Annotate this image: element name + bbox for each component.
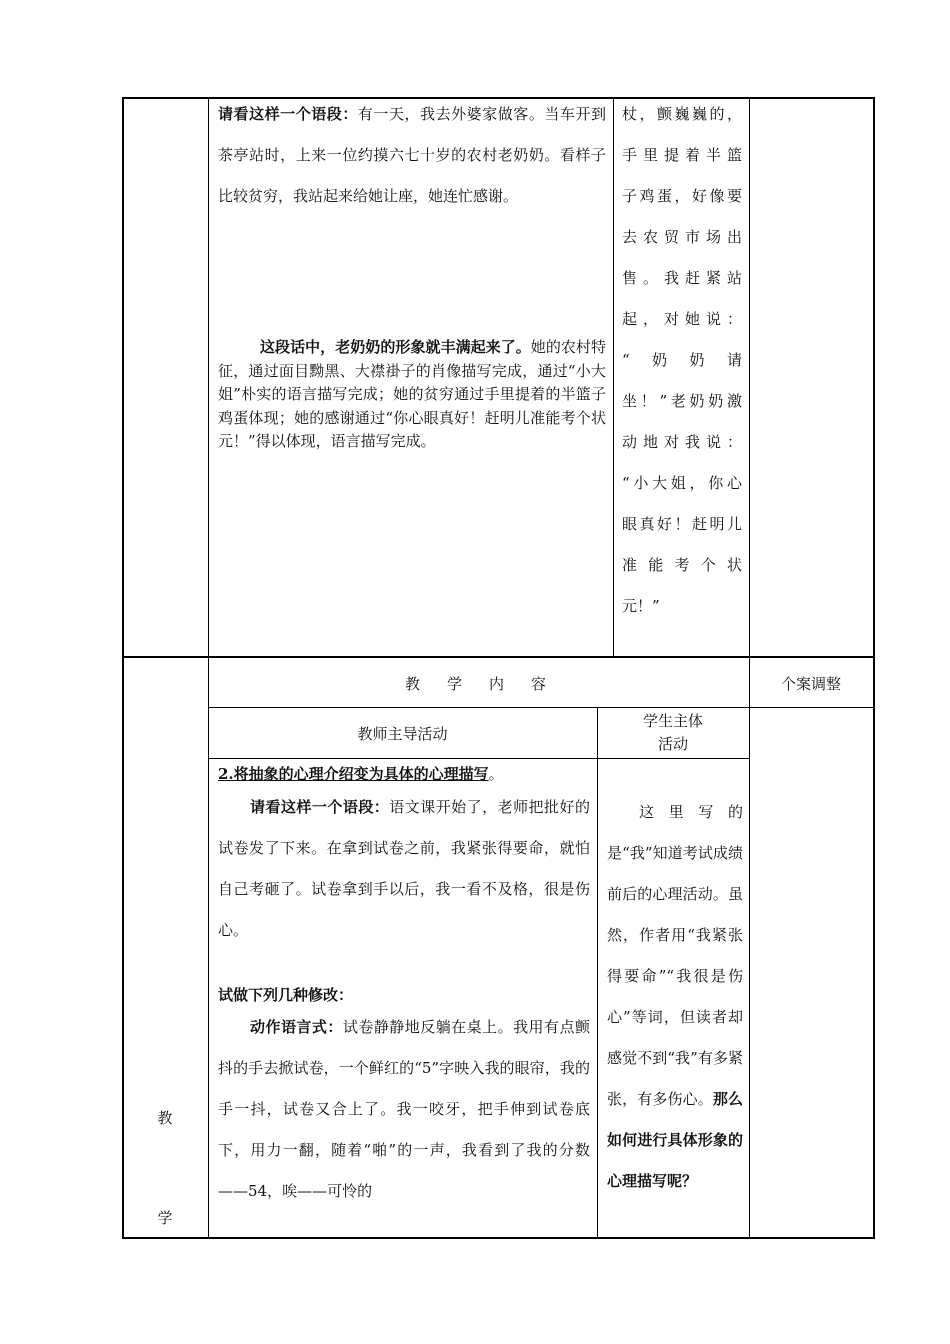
upper-student-line: 去农贸市场出 xyxy=(622,228,742,246)
left-label-bottom: 学 xyxy=(157,1209,173,1227)
upper-teacher-para2-lead: 这段话中，老奶奶的形象就丰满起来了。 xyxy=(260,338,531,356)
lower-teacher-heading-tail: 。 xyxy=(488,765,504,783)
upper-student-line: 手里提着半篮 xyxy=(622,146,742,164)
upper-student-line: “小大姐，你心 xyxy=(622,474,742,492)
lower-student-text: 这里写的是“我”知道考试成绩前后的心理活动。虽然，作者用“我紧张得要命”“我很是伤心”等词，但读者却感觉不到“我”有多紧张，有多伤心。 xyxy=(607,803,743,1108)
upper-student-line: 坐！”老奶奶激 xyxy=(622,392,742,410)
upper-teacher-paragraph-2 xyxy=(218,336,606,454)
lower-teacher-para2-lead: 动作语言式： xyxy=(250,1018,343,1036)
upper-student-line: 杖，颤巍巍的， xyxy=(622,105,742,123)
table-border-right xyxy=(873,97,875,1239)
upper-student-line: 起，对她说： xyxy=(622,310,742,328)
upper-student-line: 动地对我说： xyxy=(622,433,742,451)
lower-student-question: 那么如何进行具体形象的心理描写呢？ xyxy=(607,1090,743,1190)
upper-teacher-paragraph-1 xyxy=(218,94,606,217)
lower-teacher-paragraph-2 xyxy=(218,1007,590,1212)
header-case-adjust: 个案调整 xyxy=(780,675,841,693)
upper-student-lines xyxy=(622,94,742,627)
upper-student-column xyxy=(622,94,742,627)
lower-teacher-paragraph-1 xyxy=(218,787,590,951)
header-student-line2: 活动 xyxy=(657,735,688,753)
header-teaching-content: 教 学 内 容 xyxy=(404,675,552,693)
upper-teacher-para1-body: 有一天，我去外婆家做客。当车开到茶亭站时，上来一位约摸六七十岁的农村老奶奶。看样子比较贫穷，我站起来给她让座，她连忙感谢。 xyxy=(218,105,606,205)
lower-teacher-para1-lead: 请看这样一个语段： xyxy=(250,798,390,816)
header-teacher-activity: 教师主导活动 xyxy=(357,725,448,743)
table-col-divider-adjust xyxy=(749,97,750,1239)
upper-teacher-para2-body: 她的农村特征，通过面目黝黑、大襟褂子的肖像描写完成，通过“小大姐”朴实的语言描写完成；她的贫穷通过手里提着的半篮子鸡蛋体现；她的感谢通过“你心眼真好！赶明儿准能考个状元！”得以体现，语言描写完成。 xyxy=(218,338,606,450)
upper-student-line: 售。我赶紧站 xyxy=(622,269,742,287)
header-student-line1: 学生主体 xyxy=(642,712,703,730)
table-header-separator xyxy=(208,707,874,708)
upper-student-line: 眼真好！赶明儿 xyxy=(622,515,742,533)
table-col-divider-upper-student xyxy=(613,97,614,657)
upper-student-line: 准能考个状 xyxy=(622,556,742,574)
table-subheader-separator xyxy=(208,758,749,759)
table-col-divider-lower-student xyxy=(597,707,598,1239)
lower-student-paragraph xyxy=(607,792,743,1202)
upper-student-line: “奶奶请 xyxy=(622,351,742,369)
table-col-divider-1 xyxy=(208,97,209,1239)
lower-teacher-try-label: 试做下列几种修改： xyxy=(218,986,354,1004)
header-student-activity xyxy=(597,710,749,756)
upper-student-line: 子鸡蛋，好像要 xyxy=(622,187,742,205)
upper-teacher-para1-lead: 请看这样一个语段： xyxy=(218,105,358,123)
upper-student-line: 元！” xyxy=(622,597,660,615)
left-label-top: 教 xyxy=(157,1109,173,1127)
lower-teacher-para2-body: 试卷静静地反躺在桌上。我用有点颤抖的手去掀试卷，一个鲜红的“5”字映入我的眼帘，我的手一抖，试卷又合上了。我一咬牙，把手伸到试卷底下，用力一翻，随着“啪”的一声，我看到了我的分数——54，唉——可怜的 xyxy=(218,1018,590,1200)
lower-teacher-heading-text: 2.将抽象的心理介绍变为具体的心理描写 xyxy=(218,765,489,783)
lower-teacher-heading xyxy=(218,763,590,784)
table-border-bottom xyxy=(122,1237,874,1239)
table-border-left xyxy=(122,97,124,1239)
table-row-separator xyxy=(122,656,874,658)
lower-teacher-para1-body: 语文课开始了，老师把批好的试卷发了下来。在拿到试卷之前，我紧张得要命，就怕自己考砸了。试卷拿到手以后，我一看不及格，很是伤心。 xyxy=(218,798,590,939)
